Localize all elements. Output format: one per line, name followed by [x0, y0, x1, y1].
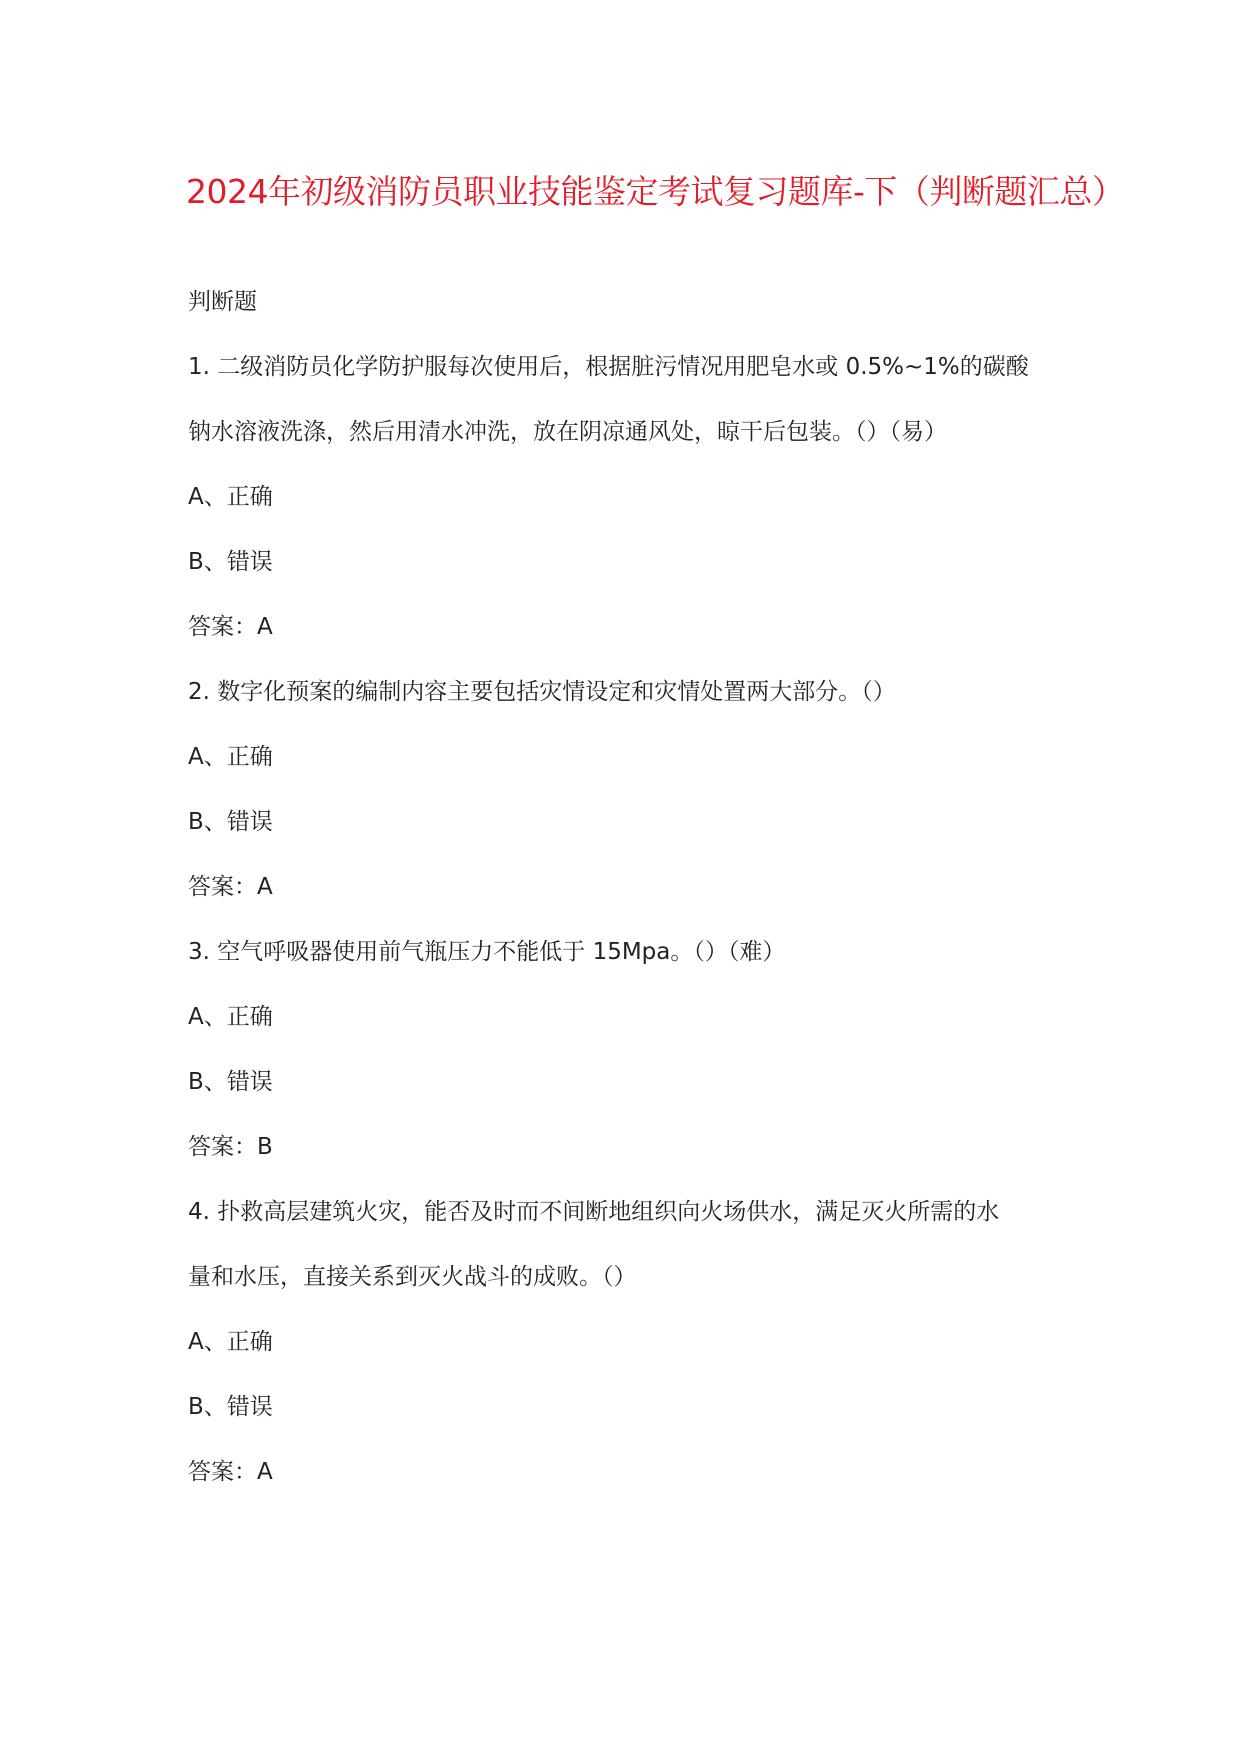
option-a: A、正确	[188, 1004, 273, 1030]
question-3	[188, 920, 1068, 1180]
section-heading: 判断题	[188, 289, 257, 315]
option-b: B、错误	[188, 1394, 273, 1420]
question-text: 2. 数字化预案的编制内容主要包括灾情设定和灾情处置两大部分。（）	[188, 679, 896, 705]
question-4	[188, 1180, 1068, 1505]
option-a: A、正确	[188, 484, 273, 510]
option-b: B、错误	[188, 809, 273, 835]
answer: 答案：A	[188, 874, 273, 900]
question-2	[188, 660, 1068, 920]
option-a: A、正确	[188, 744, 273, 770]
question-text: 1. 二级消防员化学防护服每次使用后，根据脏污情况用肥皂水或 0.5%~1%的碳酸	[188, 354, 1029, 380]
answer: 答案：B	[188, 1134, 273, 1160]
question-1	[188, 335, 1068, 660]
option-b: B、错误	[188, 1069, 273, 1095]
document-body	[188, 270, 1068, 1505]
document-title: 2024年初级消防员职业技能鉴定考试复习题库-下（判断题汇总）	[186, 172, 1125, 211]
question-text: 3. 空气呼吸器使用前气瓶压力不能低于 15Mpa。（）（难）	[188, 939, 786, 965]
answer: 答案：A	[188, 1459, 273, 1485]
question-text: 4. 扑救高层建筑火灾，能否及时而不间断地组织向火场供水，满足灭火所需的水	[188, 1199, 1000, 1225]
question-text: 量和水压，直接关系到灭火战斗的成败。（）	[188, 1264, 637, 1290]
question-text: 钠水溶液洗涤，然后用清水冲洗，放在阴凉通风处，晾干后包装。（）（易）	[188, 419, 947, 445]
option-b: B、错误	[188, 549, 273, 575]
option-a: A、正确	[188, 1329, 273, 1355]
answer: 答案：A	[188, 614, 273, 640]
